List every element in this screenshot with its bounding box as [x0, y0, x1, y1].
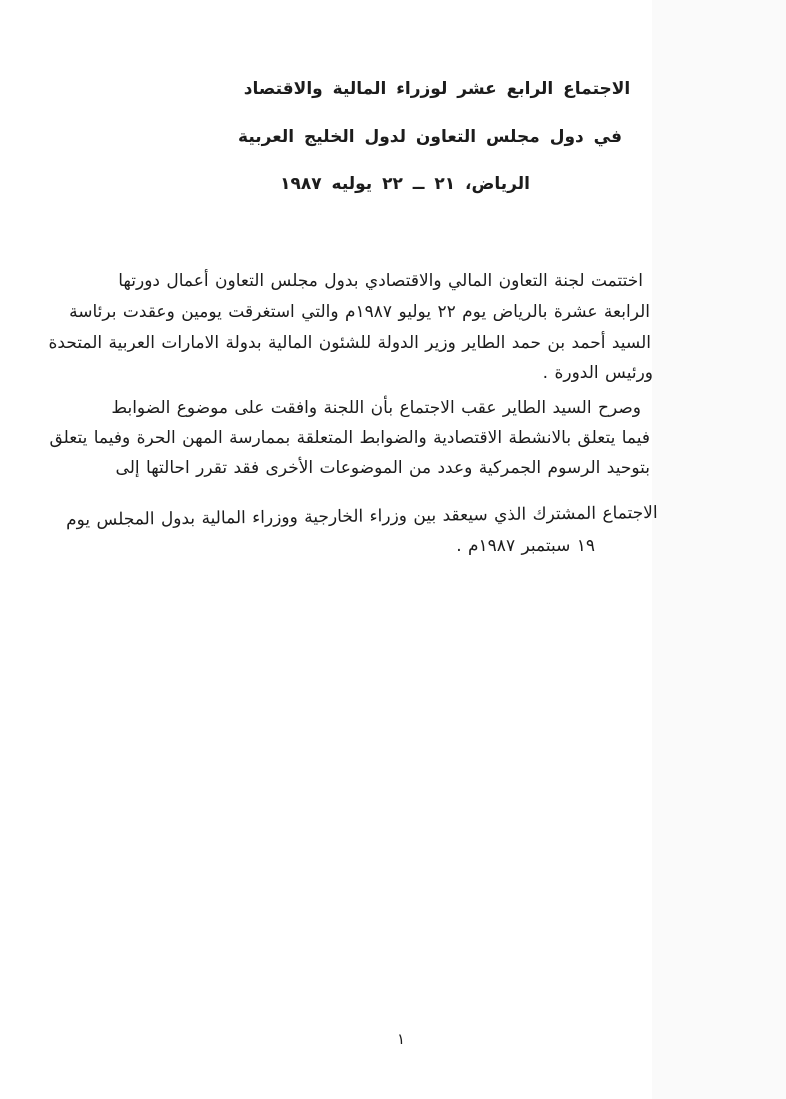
paragraph-1-line-1: اختتمت لجنة التعاون المالي والاقتصادي بدول مجلس التعاون أعمال دورتها	[118, 271, 643, 291]
paragraph-2-line-2: فيما يتعلق بالانشطة الاقتصادية والضوابط المتعلقة بممارسة المهن الحرة وفيما يتعلق	[49, 428, 650, 448]
paragraph-2-line-3: بتوحيد الرسوم الجمركية وعدد من الموضوعات الأخرى فقد تقرر احالتها إلى	[115, 458, 650, 478]
paragraph-1-line-3: السيد أحمد بن حمد الطاير وزير الدولة للشئون المالية بدولة الامارات العربية المتحدة	[48, 333, 651, 353]
paragraph-3-line-1: الاجتماع المشترك الذي سيعقد بين وزراء الخارجية ووزراء المالية بدول المجلس يوم	[66, 503, 659, 531]
paragraph-2-line-1: وصرح السيد الطاير عقب الاجتماع بأن اللجنة وافقت على موضوع الضوابط	[111, 398, 641, 418]
document-title-line-1: الاجتماع الرابع عشر لوزراء المالية والاقتصاد	[243, 79, 631, 99]
paragraph-1-line-4: ورئيس الدورة .	[542, 363, 653, 383]
paragraph-1-line-2: الرابعة عشرة بالرياض يوم ٢٢ يوليو ١٩٨٧م والتي استغرقت يومين وعقدت برئاسة	[69, 302, 650, 322]
document-title-line-3: الرياض، ٢١ ــ ٢٢ يوليه ١٩٨٧	[280, 174, 530, 194]
page-number: ١	[396, 1030, 406, 1048]
document-title-line-2: في دول مجلس التعاون لدول الخليج العربية	[238, 127, 622, 147]
scan-shading-strip	[652, 0, 786, 1099]
paragraph-3-line-2: ١٩ سبتمبر ١٩٨٧م .	[456, 536, 595, 556]
